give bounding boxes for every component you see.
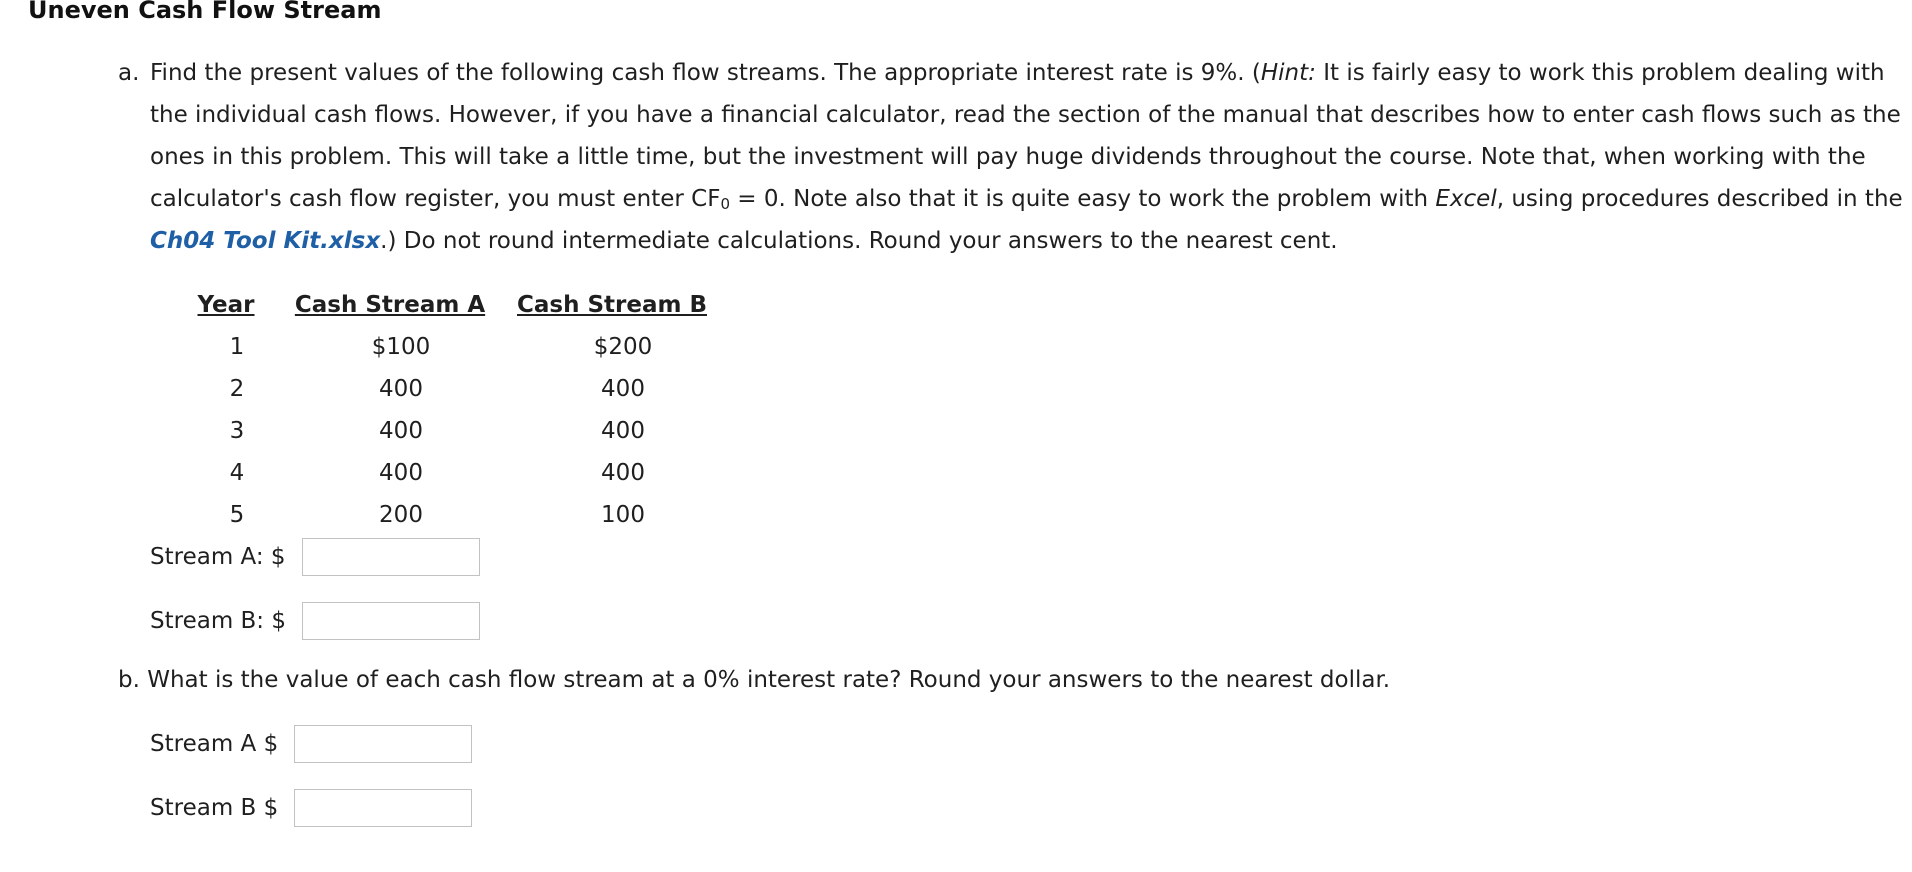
part-a-stream-a-label: Stream A: $: [150, 544, 286, 570]
part-b-marker: b.: [118, 667, 140, 693]
table-row: [184, 368, 734, 410]
excel-label: Excel: [1435, 186, 1497, 212]
header-cash-stream-a: Cash Stream A: [294, 292, 486, 318]
part-b-stream-a-input[interactable]: [294, 725, 472, 763]
table-row: [184, 452, 734, 494]
stream-a-cell: 400: [379, 418, 423, 444]
part-a-text-3: = 0. Note also that it is quite easy to work the problem with: [729, 186, 1436, 212]
hint-label: Hint:: [1260, 60, 1316, 86]
part-b-text: What is the value of each cash flow stream at a 0% interest rate? Round your answers to the nearest dollar.: [147, 667, 1391, 693]
part-a-stream-b-input[interactable]: [302, 602, 480, 640]
toolkit-link[interactable]: Ch04 Tool Kit.xlsx: [150, 228, 381, 254]
table-row: [184, 410, 734, 452]
part-b-question: [118, 660, 1390, 700]
stream-a-cell: 400: [379, 376, 423, 402]
stream-b-cell: 400: [601, 418, 645, 444]
part-a-stream-a-input[interactable]: [302, 538, 480, 576]
part-a-stream-b-label: Stream B: $: [150, 608, 287, 634]
stream-a-cell: 200: [379, 502, 423, 528]
stream-a-cell: 400: [379, 460, 423, 486]
year-cell: 4: [229, 460, 245, 486]
page-title: Uneven Cash Flow Stream: [28, 0, 382, 24]
year-cell: 1: [229, 334, 245, 360]
stream-b-cell: 400: [601, 460, 645, 486]
year-cell: 2: [229, 376, 245, 402]
part-b-stream-b-row: [150, 788, 472, 828]
table-row: [184, 326, 734, 368]
part-a-stream-b-row: [150, 601, 480, 641]
part-b-stream-a-label: Stream A $: [150, 731, 279, 757]
part-a-question: [118, 52, 1908, 262]
cash-flow-table: [184, 284, 734, 536]
part-b-stream-b-input[interactable]: [294, 789, 472, 827]
part-a-paragraph: [150, 52, 1908, 262]
part-b-stream-b-label: Stream B $: [150, 795, 279, 821]
header-cash-stream-b: Cash Stream B: [517, 292, 707, 318]
stream-b-cell: $200: [593, 334, 653, 360]
table-header-row: [184, 284, 734, 326]
stream-b-cell: 100: [601, 502, 645, 528]
part-b-stream-a-row: [150, 724, 472, 764]
stream-a-cell: $100: [371, 334, 431, 360]
year-cell: 5: [229, 502, 245, 528]
header-year: Year: [197, 292, 255, 318]
year-cell: 3: [229, 418, 245, 444]
part-a-text-5: .) Do not round intermediate calculations. Round your answers to the nearest cent.: [380, 228, 1338, 254]
table-row: [184, 494, 734, 536]
part-a-stream-a-row: [150, 537, 480, 577]
part-a-text-1: Find the present values of the following cash flow streams. The appropriate interest rate is 9%. (: [150, 60, 1261, 86]
part-a-marker: a.: [118, 60, 140, 86]
cf-subscript: 0: [720, 195, 730, 213]
part-a-text-2: It is fairly easy to work this problem dealing with the individual cash flows. However, if you have a financial calculator, read the section of the manual that describes how to enter cash flows such as the ones in this problem. This will take a little time, but the investment will pay huge dividends throughout the course. Note that, when working with the calculator's cash flow register, you must enter CF: [150, 60, 1901, 212]
part-a-text-4: , using procedures described in the: [1496, 186, 1903, 212]
stream-b-cell: 400: [601, 376, 645, 402]
